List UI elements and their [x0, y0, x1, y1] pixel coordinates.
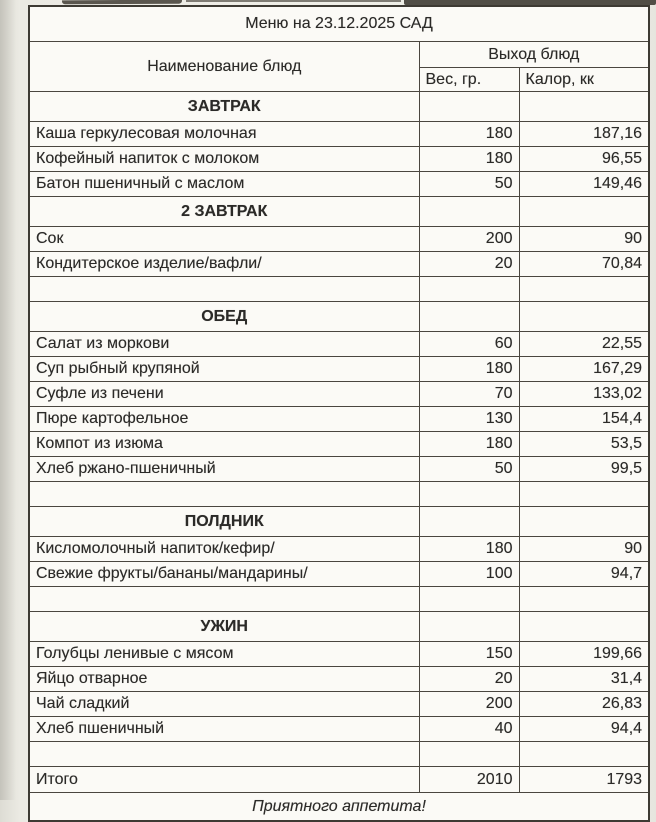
weight-cell: 130 [419, 407, 519, 432]
header-row-top [29, 42, 649, 68]
dish-name-cell: Батон пшеничный с маслом [29, 172, 419, 197]
weight-cell [419, 507, 519, 537]
calories-cell: 90 [519, 227, 649, 252]
section-row [29, 197, 649, 227]
column-header-calories: Калор, кк [519, 68, 649, 92]
menu-item-row [29, 147, 649, 172]
menu-item-row [29, 172, 649, 197]
menu-item-row [29, 642, 649, 667]
calories-cell: 90 [519, 537, 649, 562]
dish-name-cell: Кофейный напиток с молоком [29, 147, 419, 172]
dish-name-cell: ПОЛДНИК [29, 507, 419, 537]
menu-item-row [29, 407, 649, 432]
section-row [29, 92, 649, 122]
weight-cell [419, 277, 519, 302]
weight-cell: 180 [419, 357, 519, 382]
empty-row [29, 742, 649, 767]
menu-item-row [29, 537, 649, 562]
weight-cell: 180 [419, 147, 519, 172]
column-header-name: Наименование блюд [29, 42, 419, 92]
calories-cell [519, 742, 649, 767]
dish-name-cell: Кисломолочный напиток/кефир/ [29, 537, 419, 562]
calories-cell: 26,83 [519, 692, 649, 717]
menu-item-row [29, 692, 649, 717]
calories-cell [519, 302, 649, 332]
weight-cell [419, 742, 519, 767]
calories-cell: 31,4 [519, 667, 649, 692]
dish-name-cell: Суфле из печени [29, 382, 419, 407]
section-row [29, 507, 649, 537]
weight-cell: 20 [419, 667, 519, 692]
page-title: Меню на 23.12.2025 САД [29, 6, 649, 42]
dish-name-cell: Компот из изюма [29, 432, 419, 457]
calories-cell [519, 482, 649, 507]
weight-cell: 180 [419, 122, 519, 147]
footer-note: Приятного аппетита! [29, 793, 649, 822]
dish-name-cell: Яйцо отварное [29, 667, 419, 692]
dish-name-cell [29, 482, 419, 507]
calories-cell: 99,5 [519, 457, 649, 482]
empty-row [29, 277, 649, 302]
calories-cell: 70,84 [519, 252, 649, 277]
weight-cell: 150 [419, 642, 519, 667]
dish-name-cell: Итого [29, 767, 419, 793]
menu-item-row [29, 457, 649, 482]
weight-cell [419, 482, 519, 507]
menu-item-row [29, 562, 649, 587]
dish-name-cell: ЗАВТРАК [29, 92, 419, 122]
calories-cell [519, 612, 649, 642]
calories-cell [519, 197, 649, 227]
dish-name-cell: Суп рыбный крупяной [29, 357, 419, 382]
column-header-weight: Вес, гр. [419, 68, 519, 92]
weight-cell: 200 [419, 227, 519, 252]
section-row [29, 302, 649, 332]
calories-cell: 1793 [519, 767, 649, 793]
dish-name-cell: Салат из моркови [29, 332, 419, 357]
menu-item-row [29, 382, 649, 407]
scan-edge-artifact [186, 0, 401, 2]
dish-name-cell: Голубцы ленивые с мясом [29, 642, 419, 667]
calories-cell: 199,66 [519, 642, 649, 667]
calories-cell: 94,7 [519, 562, 649, 587]
dish-name-cell [29, 277, 419, 302]
weight-cell [419, 92, 519, 122]
calories-cell [519, 92, 649, 122]
menu-item-row [29, 227, 649, 252]
footer-row [29, 793, 649, 822]
weight-cell: 70 [419, 382, 519, 407]
dish-name-cell: Кондитерское изделие/вафли/ [29, 252, 419, 277]
menu-item-row [29, 122, 649, 147]
dish-name-cell [29, 587, 419, 612]
weight-cell: 180 [419, 432, 519, 457]
calories-cell [519, 277, 649, 302]
weight-cell: 20 [419, 252, 519, 277]
dish-name-cell: ОБЕД [29, 302, 419, 332]
calories-cell: 96,55 [519, 147, 649, 172]
menu-item-row [29, 357, 649, 382]
dish-name-cell [29, 742, 419, 767]
calories-cell: 187,16 [519, 122, 649, 147]
weight-cell: 180 [419, 537, 519, 562]
weight-cell [419, 612, 519, 642]
menu-rows [29, 92, 649, 793]
dish-name-cell: Сок [29, 227, 419, 252]
menu-item-row [29, 717, 649, 742]
weight-cell [419, 302, 519, 332]
dish-name-cell: Каша геркулесовая молочная [29, 122, 419, 147]
weight-cell: 40 [419, 717, 519, 742]
calories-cell: 53,5 [519, 432, 649, 457]
total-row [29, 767, 649, 793]
dish-name-cell: Пюре картофельное [29, 407, 419, 432]
menu-item-row [29, 252, 649, 277]
menu-item-row [29, 432, 649, 457]
section-row [29, 612, 649, 642]
dish-name-cell: Хлеб пшеничный [29, 717, 419, 742]
menu-item-row [29, 332, 649, 357]
weight-cell: 50 [419, 172, 519, 197]
empty-row [29, 587, 649, 612]
menu-table [28, 5, 650, 822]
calories-cell [519, 507, 649, 537]
dish-name-cell: Свежие фрукты/бананы/мандарины/ [29, 562, 419, 587]
dish-name-cell: Чай сладкий [29, 692, 419, 717]
dish-name-cell: 2 ЗАВТРАК [29, 197, 419, 227]
calories-cell: 149,46 [519, 172, 649, 197]
weight-cell: 2010 [419, 767, 519, 793]
weight-cell: 50 [419, 457, 519, 482]
dish-name-cell: Хлеб ржано-пшеничный [29, 457, 419, 482]
dish-name-cell: УЖИН [29, 612, 419, 642]
menu-item-row [29, 667, 649, 692]
weight-cell: 60 [419, 332, 519, 357]
scan-shadow-left [0, 0, 16, 800]
calories-cell: 154,4 [519, 407, 649, 432]
calories-cell: 133,02 [519, 382, 649, 407]
scan-edge-artifact [62, 0, 182, 4]
calories-cell [519, 587, 649, 612]
empty-row [29, 482, 649, 507]
weight-cell: 100 [419, 562, 519, 587]
column-header-group: Выход блюд [419, 42, 649, 68]
title-row [29, 6, 649, 42]
weight-cell: 200 [419, 692, 519, 717]
calories-cell: 22,55 [519, 332, 649, 357]
weight-cell [419, 587, 519, 612]
calories-cell: 94,4 [519, 717, 649, 742]
calories-cell: 167,29 [519, 357, 649, 382]
weight-cell [419, 197, 519, 227]
